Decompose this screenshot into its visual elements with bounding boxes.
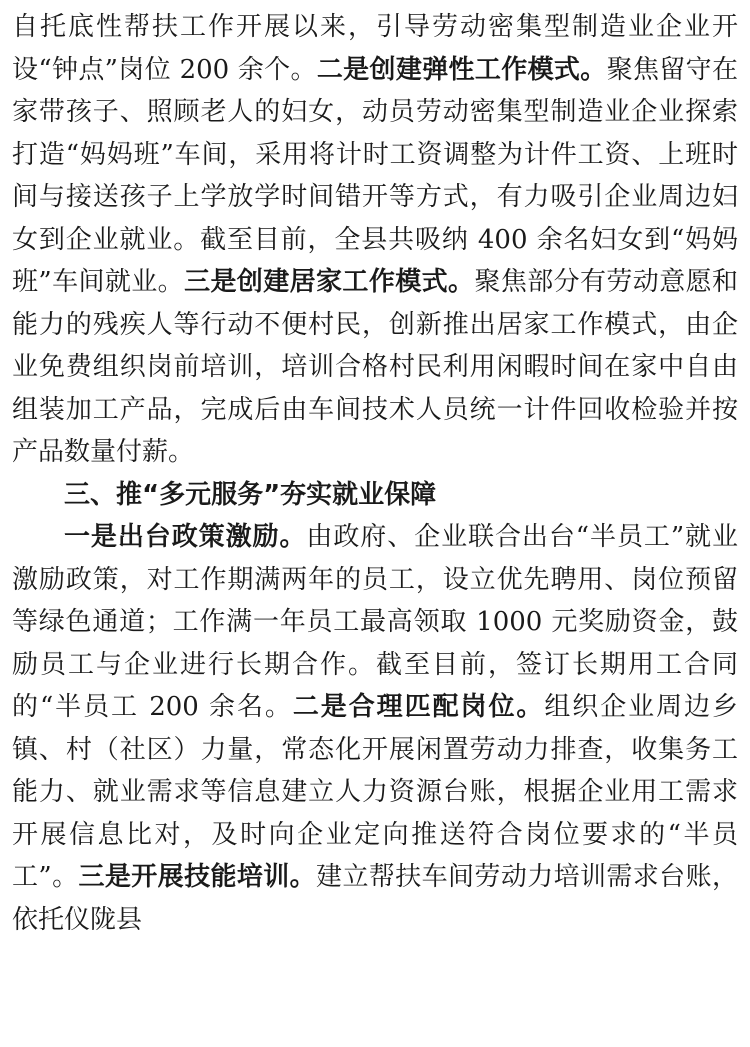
paragraph-work-modes — [12, 6, 738, 474]
paragraph-text: 建立帮扶车间劳动力培训需求台账，依托仪陇县 — [12, 862, 738, 935]
paragraph-text: 由政府、企业联合出台“半员工”就业激励政策，对工作期满两年的员工，设立优先聘用、岗位预留等绿色通道；工作满一年员工最高领取 1000 元奖励资金，鼓励员工与企业进行长期合作。截至目前，签订长期用工合同的“半员工 200 余名。 — [12, 522, 738, 722]
paragraph-text: 自托底性帮扶工作开展以来，引导劳动密集型制造业企业开设“钟点”岗位 200 余个。 — [12, 12, 738, 85]
paragraph-text: 聚焦部分有劳动意愿和能力的残疾人等行动不便村民，创新推出居家工作模式，由企业免费组织岗前培训，培训合格村民利用闲暇时间在家中自由组装加工产品，完成后由车间技术人员统一计件回收检验并按产品数量付薪。 — [12, 267, 738, 467]
section-heading: 三、推“多元服务”夯实就业保障 — [64, 479, 437, 510]
bold-lead-home-mode: 三是创建居家工作模式。 — [184, 267, 475, 297]
bold-lead-policy-incentive: 一是出台政策激励。 — [64, 522, 307, 552]
paragraph-services — [12, 516, 738, 941]
bold-lead-flexible-mode: 二是创建弹性工作模式。 — [316, 54, 607, 85]
document-page — [12, 6, 738, 941]
bold-lead-skills-training: 三是开展技能培训。 — [78, 862, 317, 892]
bold-lead-job-matching: 二是合理匹配岗位。 — [292, 692, 545, 722]
paragraph-text: 聚焦留守在家带孩子、照顾老人的妇女，动员劳动密集型制造业企业探索打造“妈妈班”车间，采用将计时工资调整为计件工资、上班时间与接送孩子上学放学时间错开等方式，有力吸引企业周边妇女到企业就业。截至目前，全县共吸纳 400 余名妇女到“妈妈班”车间就业。 — [12, 54, 738, 297]
paragraph-text: 组织企业周边乡镇、村（社区）力量，常态化开展闲置劳动力排查，收集务工能力、就业需求等信息建立人力资源台账，根据企业用工需求开展信息比对，及时向企业定向推送符合岗位要求的“半员工”。 — [12, 692, 738, 892]
